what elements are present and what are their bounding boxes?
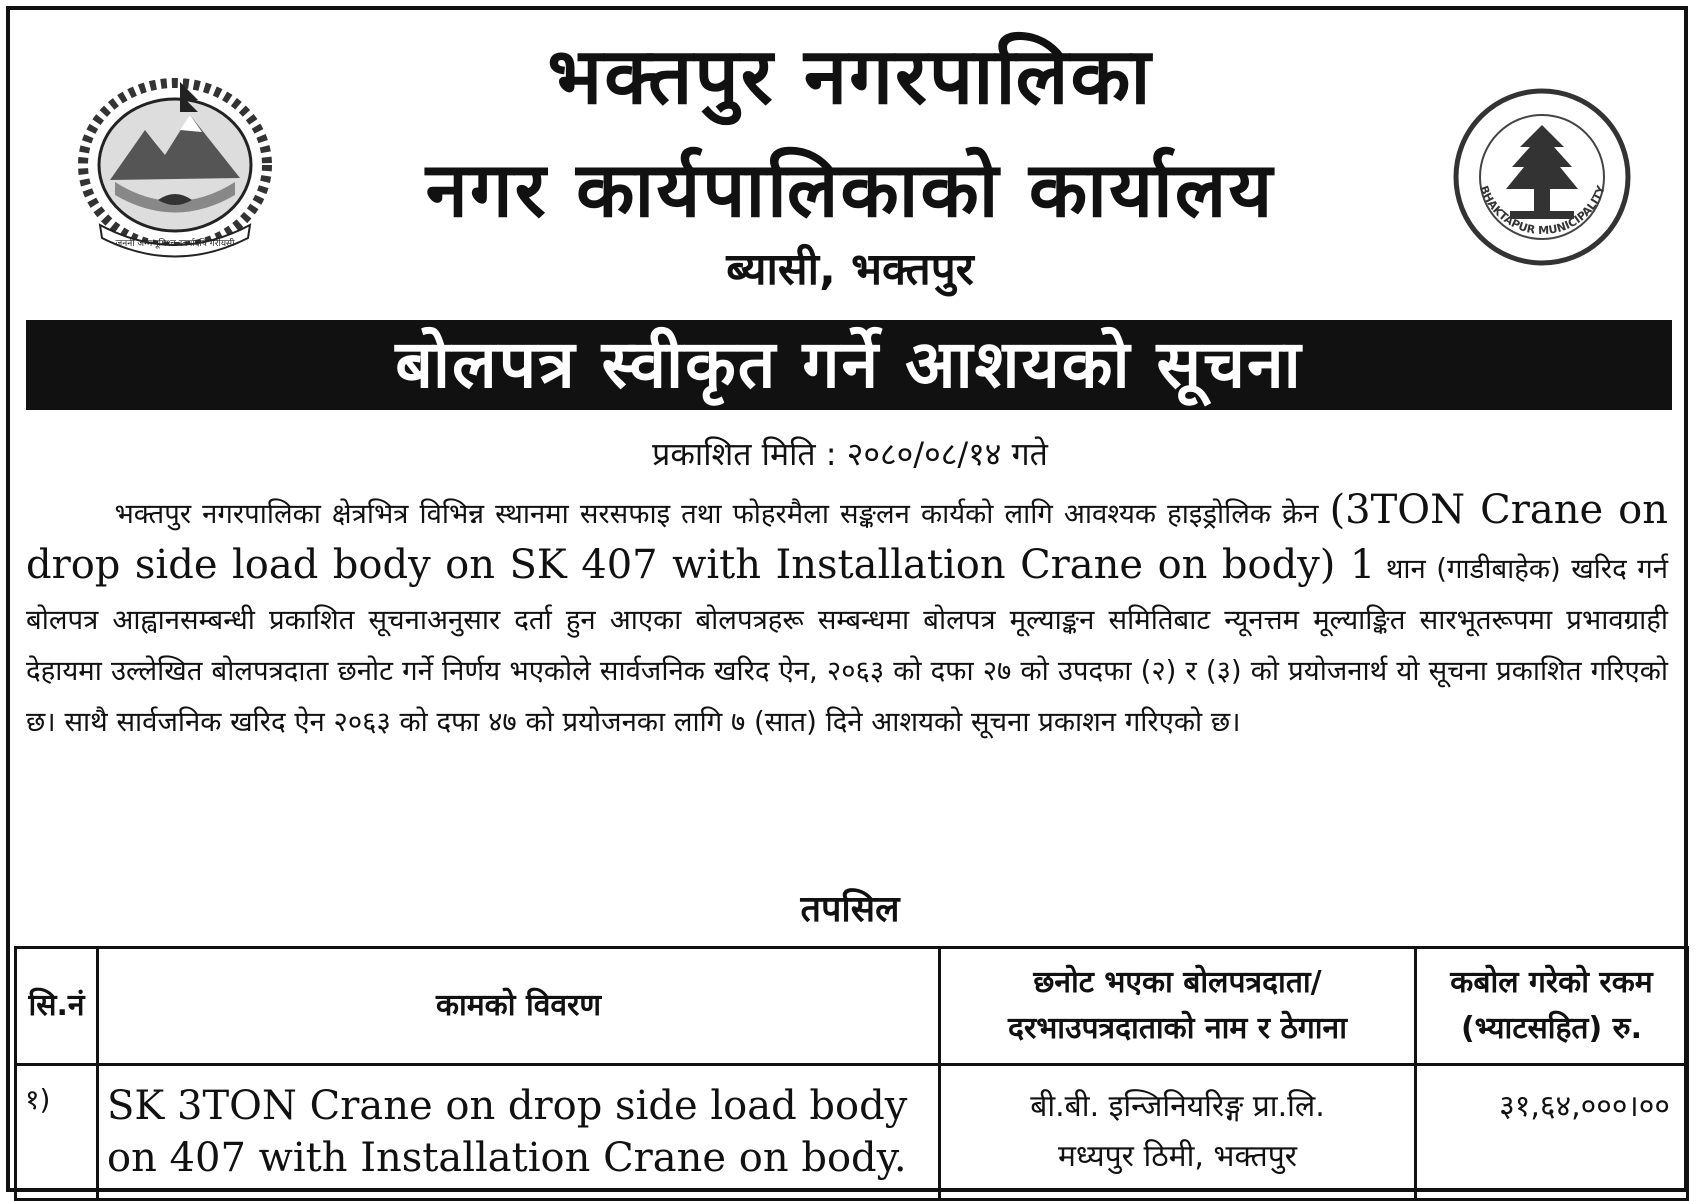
bidder-address: मध्यपुर ठिमी, भक्तपुर [1057, 1139, 1298, 1174]
row-amount: ३१,६४,०००।०० [1416, 1065, 1688, 1200]
amount-header-line1: कबोल गरेको रकम [1450, 965, 1653, 1000]
notice-body [26, 485, 1668, 748]
bhaktapur-municipality-seal-icon [1450, 85, 1635, 270]
row-sn: १) [16, 1065, 98, 1200]
emblem-motto: जननी जन्मभूमिश्च स्वर्गादपि गरीयसी [115, 239, 235, 249]
row-bidder [940, 1065, 1416, 1200]
bidder-header-line2: दरभाउपत्रदाताको नाम र ठेगाना [1008, 1011, 1347, 1046]
notice-title: बोलपत्र स्वीकृत गर्ने आशयको सूचना [395, 326, 1303, 403]
body-english-item: (3TON Crane on drop side load body on SK 407 with Installation Crane on body) 1 [26, 487, 1668, 588]
award-table [14, 946, 1689, 1201]
office-title: नगर कार्यपालिकाको कार्यालय [425, 145, 1275, 234]
column-header-amount [1416, 948, 1688, 1065]
schedule-heading: तपसिल [800, 889, 900, 930]
table-header-row [16, 948, 1688, 1065]
table-row [16, 1065, 1688, 1200]
published-date: प्रकाशित मिति : २०८०/०८/१४ गते [652, 435, 1048, 473]
notice-banner [26, 320, 1672, 410]
bidder-name: बी.बी. इन्जिनियरिङ्ग प्रा.लि. [1030, 1089, 1325, 1124]
bidder-header-line1: छनोट भएका बोलपत्रदाता/ [1033, 965, 1322, 1000]
row-description: SK 3TON Crane on drop side load body on 407 with Installation Crane on body. [98, 1065, 940, 1200]
seal-text: BHAKTAPUR MUNICIPALITY [1477, 183, 1608, 238]
office-location: ब्यासी, भक्तपुर [726, 244, 974, 295]
municipality-title: भक्तपुर नगरपालिका [547, 32, 1153, 122]
column-header-bidder [940, 948, 1416, 1065]
amount-header-line2: (भ्याटसहित) रु. [1460, 1011, 1643, 1046]
column-header-description: कामको विवरण [98, 948, 940, 1065]
body-part-2: थान (गाडीबाहेक) खरिद गर्न बोलपत्र आह्वानसम्बन्धी प्रकाशित सूचनाअनुसार दर्ता हुन आएका बोलपत्रहरू सम्बन्धमा बोलपत्र मूल्याङ्कन समितिबाट न्यूनत्तम मूल्याङ्कित सारभूतरूपमा प्रभावग्राही देहायमा उल्लेखित बोलपत्रदाता छनोट गर्ने निर्णय भएकोले सार्वजनिक खरिद ऐन, २०६३ को दफा २७ को उपदफा (२) र (३) को प्रयोजनार्थ यो सूचना प्रकाशित गरिएको छ। साथै सार्वजनिक खरिद ऐन २०६३ को दफा ४७ को प्रयोजनका लागि ७ (सात) दिने आशयको सूचना प्रकाशन गरिएको छ। [26, 553, 1668, 738]
column-header-sn: सि.नं [16, 948, 98, 1065]
body-part-1: भक्तपुर नगरपालिका क्षेत्रभित्र विभिन्न स्थानमा सरसफाइ तथा फोहरमैला सङ्कलन कार्यको लागि आवश्यक हाइड्रोलिक क्रेन [114, 498, 1319, 530]
